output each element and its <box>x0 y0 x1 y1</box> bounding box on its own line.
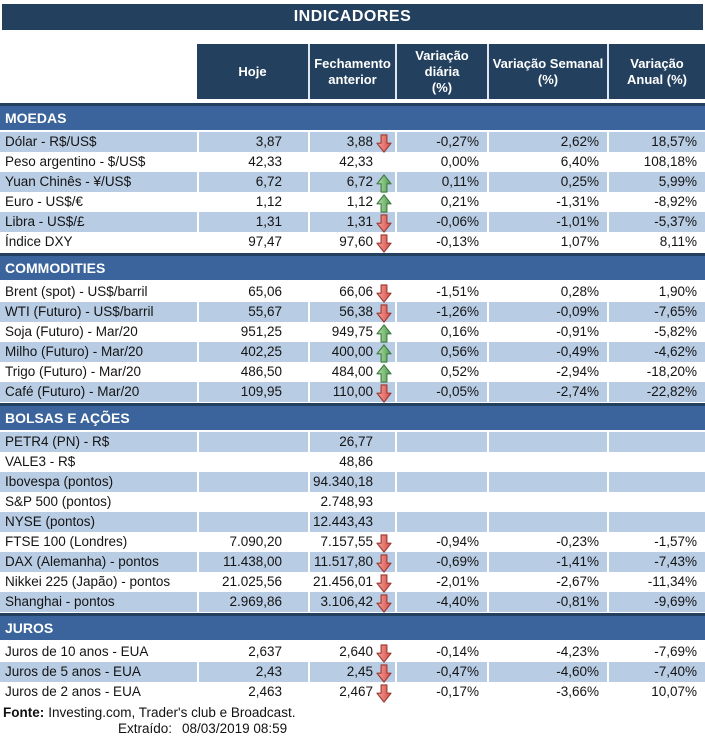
cell-variacao-diaria: -0,13% <box>395 232 487 252</box>
down-arrow-icon <box>376 664 392 683</box>
cell-variacao-diaria: -0,94% <box>395 532 487 552</box>
cell-fechamento-anterior <box>308 552 395 572</box>
cell-fechamento-anterior <box>308 322 395 342</box>
row-label: Milho (Futuro) - Mar/20 <box>5 344 144 359</box>
trend-arrow-slot <box>373 232 394 252</box>
cell-hoje <box>197 432 308 452</box>
column-headers <box>0 44 705 99</box>
cell-hoje <box>197 472 308 492</box>
source-label: Fonte: <box>3 705 45 720</box>
cell-fechamento-anterior <box>308 532 395 552</box>
cell-variacao-semanal: 1,07% <box>487 232 607 252</box>
cell-variacao-anual: -5,37% <box>607 212 705 232</box>
fechamento-value: 2,640 <box>339 644 373 659</box>
cell-hoje <box>197 492 308 512</box>
extracted-timestamp: 08/03/2019 08:59 <box>182 721 288 736</box>
down-arrow-icon <box>376 234 392 253</box>
up-arrow-icon <box>376 364 392 383</box>
cell-variacao-semanal: -1,01% <box>487 212 607 232</box>
source-text: Investing.com, Trader's club e Broadcast. <box>48 705 296 720</box>
cell-fechamento-anterior <box>308 382 395 402</box>
table-row <box>0 472 705 492</box>
up-arrow-icon <box>376 344 392 363</box>
cell-hoje: 97,47 <box>197 232 308 252</box>
cell-fechamento-anterior <box>308 512 395 532</box>
trend-arrow-slot <box>373 212 394 232</box>
fechamento-value: 110,00 <box>332 384 373 399</box>
cell-variacao-semanal: -4,23% <box>487 642 607 662</box>
cell-variacao-anual <box>607 492 705 512</box>
fechamento-value: 1,12 <box>346 194 373 209</box>
cell-variacao-anual: 1,90% <box>607 282 705 302</box>
cell-hoje: 951,25 <box>197 322 308 342</box>
fechamento-value: 6,72 <box>346 174 373 189</box>
cell-variacao-diaria: -0,69% <box>395 552 487 572</box>
section-header: JUROS <box>0 613 705 640</box>
cell-fechamento-anterior <box>308 492 395 512</box>
section-header: COMMODITIES <box>0 253 705 280</box>
cell-hoje: 2.969,86 <box>197 592 308 612</box>
cell-variacao-semanal <box>487 512 607 532</box>
row-label: Brent (spot) - US$/barril <box>5 284 148 299</box>
trend-arrow-slot <box>373 512 394 532</box>
cell-variacao-semanal <box>487 492 607 512</box>
cell-variacao-anual: -11,34% <box>607 572 705 592</box>
table-section <box>0 103 705 252</box>
up-arrow-icon <box>376 194 392 213</box>
cell-variacao-diaria: 0,11% <box>395 172 487 192</box>
cell-variacao-diaria: -0,05% <box>395 382 487 402</box>
column-header-line: anterior <box>328 71 377 87</box>
row-label: Juros de 5 anos - EUA <box>5 664 141 679</box>
cell-variacao-anual: -18,20% <box>607 362 705 382</box>
cell-variacao-semanal: -1,31% <box>487 192 607 212</box>
column-header-line: Fechamento <box>314 55 391 71</box>
cell-variacao-semanal: -0,49% <box>487 342 607 362</box>
table-row <box>0 432 705 452</box>
trend-arrow-slot <box>373 492 394 512</box>
trend-arrow-slot <box>373 132 394 152</box>
cell-variacao-diaria: 0,56% <box>395 342 487 362</box>
extracted-label: Extraído: <box>118 721 173 736</box>
row-label: Euro - US$/€ <box>5 194 84 209</box>
cell-hoje: 1,12 <box>197 192 308 212</box>
trend-arrow-slot <box>373 452 394 472</box>
trend-arrow-slot <box>373 362 394 382</box>
column-header-variacao-semanal <box>487 44 607 99</box>
cell-variacao-diaria: -1,26% <box>395 302 487 322</box>
row-label: Café (Futuro) - Mar/20 <box>5 384 140 399</box>
cell-variacao-semanal: -2,67% <box>487 572 607 592</box>
cell-hoje: 402,25 <box>197 342 308 362</box>
cell-variacao-semanal: 6,40% <box>487 152 607 172</box>
trend-arrow-slot <box>373 302 394 322</box>
row-label: VALE3 - R$ <box>5 454 76 469</box>
cell-fechamento-anterior <box>308 132 395 152</box>
table-row <box>0 362 705 382</box>
trend-arrow-slot <box>373 152 394 172</box>
cell-variacao-semanal: -4,60% <box>487 662 607 682</box>
table-footer <box>0 705 705 736</box>
trend-arrow-slot <box>373 322 394 342</box>
section-rows <box>0 642 705 702</box>
cell-fechamento-anterior <box>308 592 395 612</box>
fechamento-value: 66,06 <box>339 284 373 299</box>
fechamento-value: 26,77 <box>339 434 373 449</box>
cell-hoje: 2,637 <box>197 642 308 662</box>
fechamento-value: 12.443,43 <box>312 514 373 529</box>
table-section <box>0 613 705 702</box>
fechamento-value: 11.517,80 <box>313 554 373 569</box>
cell-hoje: 55,67 <box>197 302 308 322</box>
indicadores-table <box>0 4 705 736</box>
up-arrow-icon <box>376 324 392 343</box>
cell-variacao-anual: -7,69% <box>607 642 705 662</box>
cell-variacao-diaria: 0,00% <box>395 152 487 172</box>
row-label: Ibovespa (pontos) <box>5 474 114 489</box>
cell-variacao-semanal: -2,74% <box>487 382 607 402</box>
cell-variacao-semanal <box>487 472 607 492</box>
cell-variacao-diaria <box>395 452 487 472</box>
cell-hoje: 7.090,20 <box>197 532 308 552</box>
fechamento-value: 400,00 <box>331 344 373 359</box>
trend-arrow-slot <box>373 572 394 592</box>
fechamento-value: 7.157,55 <box>320 534 373 549</box>
cell-hoje: 3,87 <box>197 132 308 152</box>
table-row <box>0 132 705 152</box>
fechamento-value: 3.106,42 <box>320 594 373 609</box>
row-label: PETR4 (PN) - R$ <box>5 434 110 449</box>
cell-variacao-semanal: -0,81% <box>487 592 607 612</box>
trend-arrow-slot <box>373 532 394 552</box>
table-section <box>0 253 705 402</box>
table-body <box>0 103 705 702</box>
cell-fechamento-anterior <box>308 232 395 252</box>
cell-variacao-semanal: -1,41% <box>487 552 607 572</box>
column-header-line: Variação <box>630 55 684 71</box>
down-arrow-icon <box>376 284 392 303</box>
cell-variacao-anual: -22,82% <box>607 382 705 402</box>
cell-variacao-semanal: 0,28% <box>487 282 607 302</box>
column-header-hoje <box>197 44 308 99</box>
cell-fechamento-anterior <box>308 152 395 172</box>
cell-fechamento-anterior <box>308 432 395 452</box>
trend-arrow-slot <box>373 342 394 362</box>
row-label: NYSE (pontos) <box>5 514 96 529</box>
table-row <box>0 342 705 362</box>
cell-variacao-anual: -7,43% <box>607 552 705 572</box>
table-row <box>0 492 705 512</box>
row-label: Nikkei 225 (Japão) - pontos <box>5 574 171 589</box>
row-label: Soja (Futuro) - Mar/20 <box>5 324 138 339</box>
down-arrow-icon <box>376 554 392 573</box>
cell-fechamento-anterior <box>308 342 395 362</box>
column-header-variacao-anual <box>607 44 705 99</box>
cell-variacao-diaria: 0,21% <box>395 192 487 212</box>
cell-variacao-diaria: -0,14% <box>395 642 487 662</box>
table-row <box>0 232 705 252</box>
table-row <box>0 322 705 342</box>
down-arrow-icon <box>376 214 392 233</box>
cell-fechamento-anterior <box>308 282 395 302</box>
section-rows <box>0 132 705 252</box>
table-row <box>0 212 705 232</box>
table-row <box>0 172 705 192</box>
extracted-line <box>118 721 705 736</box>
table-row <box>0 512 705 532</box>
cell-hoje: 486,50 <box>197 362 308 382</box>
cell-variacao-semanal <box>487 432 607 452</box>
cell-variacao-diaria: 0,52% <box>395 362 487 382</box>
cell-hoje: 11.438,00 <box>197 552 308 572</box>
cell-variacao-diaria: -4,40% <box>395 592 487 612</box>
row-label: Dólar - R$/US$ <box>5 134 97 149</box>
cell-fechamento-anterior <box>308 172 395 192</box>
trend-arrow-slot <box>373 382 394 402</box>
cell-fechamento-anterior <box>308 212 395 232</box>
cell-fechamento-anterior <box>308 362 395 382</box>
row-label: Índice DXY <box>5 234 73 249</box>
table-row <box>0 302 705 322</box>
trend-arrow-slot <box>373 592 394 612</box>
cell-hoje: 65,06 <box>197 282 308 302</box>
row-label: Peso argentino - $/US$ <box>5 154 146 169</box>
cell-variacao-diaria <box>395 432 487 452</box>
table-row <box>0 552 705 572</box>
fechamento-value: 56,38 <box>339 304 373 319</box>
cell-variacao-anual: -5,82% <box>607 322 705 342</box>
column-header-line: Variação Semanal <box>492 55 604 71</box>
section-header: MOEDAS <box>0 103 705 130</box>
down-arrow-icon <box>376 134 392 153</box>
row-label: Shanghai - pontos <box>5 594 115 609</box>
cell-variacao-anual: -1,57% <box>607 532 705 552</box>
row-label: Juros de 2 anos - EUA <box>5 684 141 699</box>
cell-hoje: 1,31 <box>197 212 308 232</box>
column-header-fechamento-anterior <box>308 44 395 99</box>
row-label: Yuan Chinês - ¥/US$ <box>5 174 132 189</box>
cell-fechamento-anterior <box>308 472 395 492</box>
down-arrow-icon <box>376 644 392 663</box>
row-label: Juros de 10 anos - EUA <box>5 644 149 659</box>
cell-hoje: 109,95 <box>197 382 308 402</box>
section-rows <box>0 432 705 612</box>
cell-variacao-semanal <box>487 452 607 472</box>
header-spacer <box>0 44 197 99</box>
cell-variacao-anual: 108,18% <box>607 152 705 172</box>
cell-variacao-semanal: -0,91% <box>487 322 607 342</box>
row-label: S&P 500 (pontos) <box>5 494 112 509</box>
cell-variacao-anual: -9,69% <box>607 592 705 612</box>
cell-hoje: 6,72 <box>197 172 308 192</box>
fechamento-value: 2,467 <box>339 684 373 699</box>
down-arrow-icon <box>376 594 392 613</box>
row-label: DAX (Alemanha) - pontos <box>5 554 159 569</box>
cell-hoje: 2,43 <box>197 662 308 682</box>
table-row <box>0 642 705 662</box>
fechamento-value: 949,75 <box>331 324 373 339</box>
fechamento-value: 94.340,18 <box>312 474 373 489</box>
table-row <box>0 572 705 592</box>
cell-fechamento-anterior <box>308 662 395 682</box>
cell-variacao-diaria <box>395 492 487 512</box>
cell-fechamento-anterior <box>308 192 395 212</box>
fechamento-value: 1,31 <box>346 214 373 229</box>
row-label: FTSE 100 (Londres) <box>5 534 128 549</box>
table-row <box>0 452 705 472</box>
table-section <box>0 403 705 612</box>
cell-variacao-diaria <box>395 472 487 492</box>
trend-arrow-slot <box>373 282 394 302</box>
table-row <box>0 532 705 552</box>
cell-variacao-anual: -7,65% <box>607 302 705 322</box>
column-header-line: (%) <box>537 71 559 87</box>
cell-variacao-diaria: -2,01% <box>395 572 487 592</box>
cell-variacao-diaria: -1,51% <box>395 282 487 302</box>
cell-variacao-anual: 10,07% <box>607 682 705 702</box>
down-arrow-icon <box>376 534 392 553</box>
section-rows <box>0 282 705 402</box>
cell-variacao-diaria: -0,06% <box>395 212 487 232</box>
trend-arrow-slot <box>373 682 394 702</box>
table-row <box>0 592 705 612</box>
cell-variacao-anual: 8,11% <box>607 232 705 252</box>
row-label: Libra - US$/£ <box>5 214 85 229</box>
section-header: BOLSAS E AÇÕES <box>0 403 705 430</box>
fechamento-value: 2.748,93 <box>320 494 373 509</box>
trend-arrow-slot <box>373 642 394 662</box>
cell-variacao-diaria: -0,17% <box>395 682 487 702</box>
source-line <box>3 705 705 720</box>
column-header-line: Variação diária <box>415 47 469 79</box>
cell-fechamento-anterior <box>308 572 395 592</box>
cell-variacao-semanal: -0,23% <box>487 532 607 552</box>
up-arrow-icon <box>376 174 392 193</box>
table-row <box>0 682 705 702</box>
page-title: INDICADORES <box>2 4 703 30</box>
cell-hoje: 21.025,56 <box>197 572 308 592</box>
cell-variacao-anual: 5,99% <box>607 172 705 192</box>
cell-variacao-semanal: -2,94% <box>487 362 607 382</box>
down-arrow-icon <box>376 574 392 593</box>
cell-variacao-semanal: 0,25% <box>487 172 607 192</box>
down-arrow-icon <box>376 684 392 703</box>
fechamento-value: 42,33 <box>339 154 373 169</box>
fechamento-value: 21.456,01 <box>312 574 373 589</box>
column-header-variacao-diaria <box>395 44 487 99</box>
cell-hoje: 2,463 <box>197 682 308 702</box>
cell-variacao-anual: -8,92% <box>607 192 705 212</box>
cell-variacao-diaria <box>395 512 487 532</box>
table-row <box>0 382 705 402</box>
cell-variacao-diaria: -0,27% <box>395 132 487 152</box>
trend-arrow-slot <box>373 472 394 492</box>
cell-variacao-semanal: -3,66% <box>487 682 607 702</box>
cell-hoje: 42,33 <box>197 152 308 172</box>
cell-hoje <box>197 512 308 532</box>
column-header-line: Hoje <box>238 63 267 79</box>
cell-variacao-diaria: -0,47% <box>395 662 487 682</box>
cell-variacao-semanal: 2,62% <box>487 132 607 152</box>
cell-variacao-semanal: -0,09% <box>487 302 607 322</box>
cell-variacao-anual <box>607 472 705 492</box>
down-arrow-icon <box>376 384 392 403</box>
down-arrow-icon <box>376 304 392 323</box>
table-row <box>0 282 705 302</box>
row-label: Trigo (Futuro) - Mar/20 <box>5 364 142 379</box>
cell-variacao-anual: 18,57% <box>607 132 705 152</box>
fechamento-value: 2,45 <box>346 664 373 679</box>
trend-arrow-slot <box>373 432 394 452</box>
cell-variacao-anual <box>607 432 705 452</box>
cell-fechamento-anterior <box>308 452 395 472</box>
trend-arrow-slot <box>373 662 394 682</box>
row-label: WTI (Futuro) - US$/barril <box>5 304 154 319</box>
fechamento-value: 3,88 <box>346 134 373 149</box>
cell-fechamento-anterior <box>308 642 395 662</box>
cell-variacao-anual <box>607 452 705 472</box>
cell-hoje <box>197 452 308 472</box>
fechamento-value: 48,86 <box>339 454 373 469</box>
cell-fechamento-anterior <box>308 682 395 702</box>
cell-variacao-diaria: 0,16% <box>395 322 487 342</box>
column-header-line: (%) <box>431 79 453 95</box>
table-row <box>0 192 705 212</box>
cell-fechamento-anterior <box>308 302 395 322</box>
column-header-line: Anual (%) <box>627 71 687 87</box>
fechamento-value: 484,00 <box>331 364 373 379</box>
table-row <box>0 662 705 682</box>
cell-variacao-anual <box>607 512 705 532</box>
trend-arrow-slot <box>373 552 394 572</box>
cell-variacao-anual: -7,40% <box>607 662 705 682</box>
cell-variacao-anual: -4,62% <box>607 342 705 362</box>
trend-arrow-slot <box>373 172 394 192</box>
table-row <box>0 152 705 172</box>
fechamento-value: 97,60 <box>339 234 373 249</box>
trend-arrow-slot <box>373 192 394 212</box>
